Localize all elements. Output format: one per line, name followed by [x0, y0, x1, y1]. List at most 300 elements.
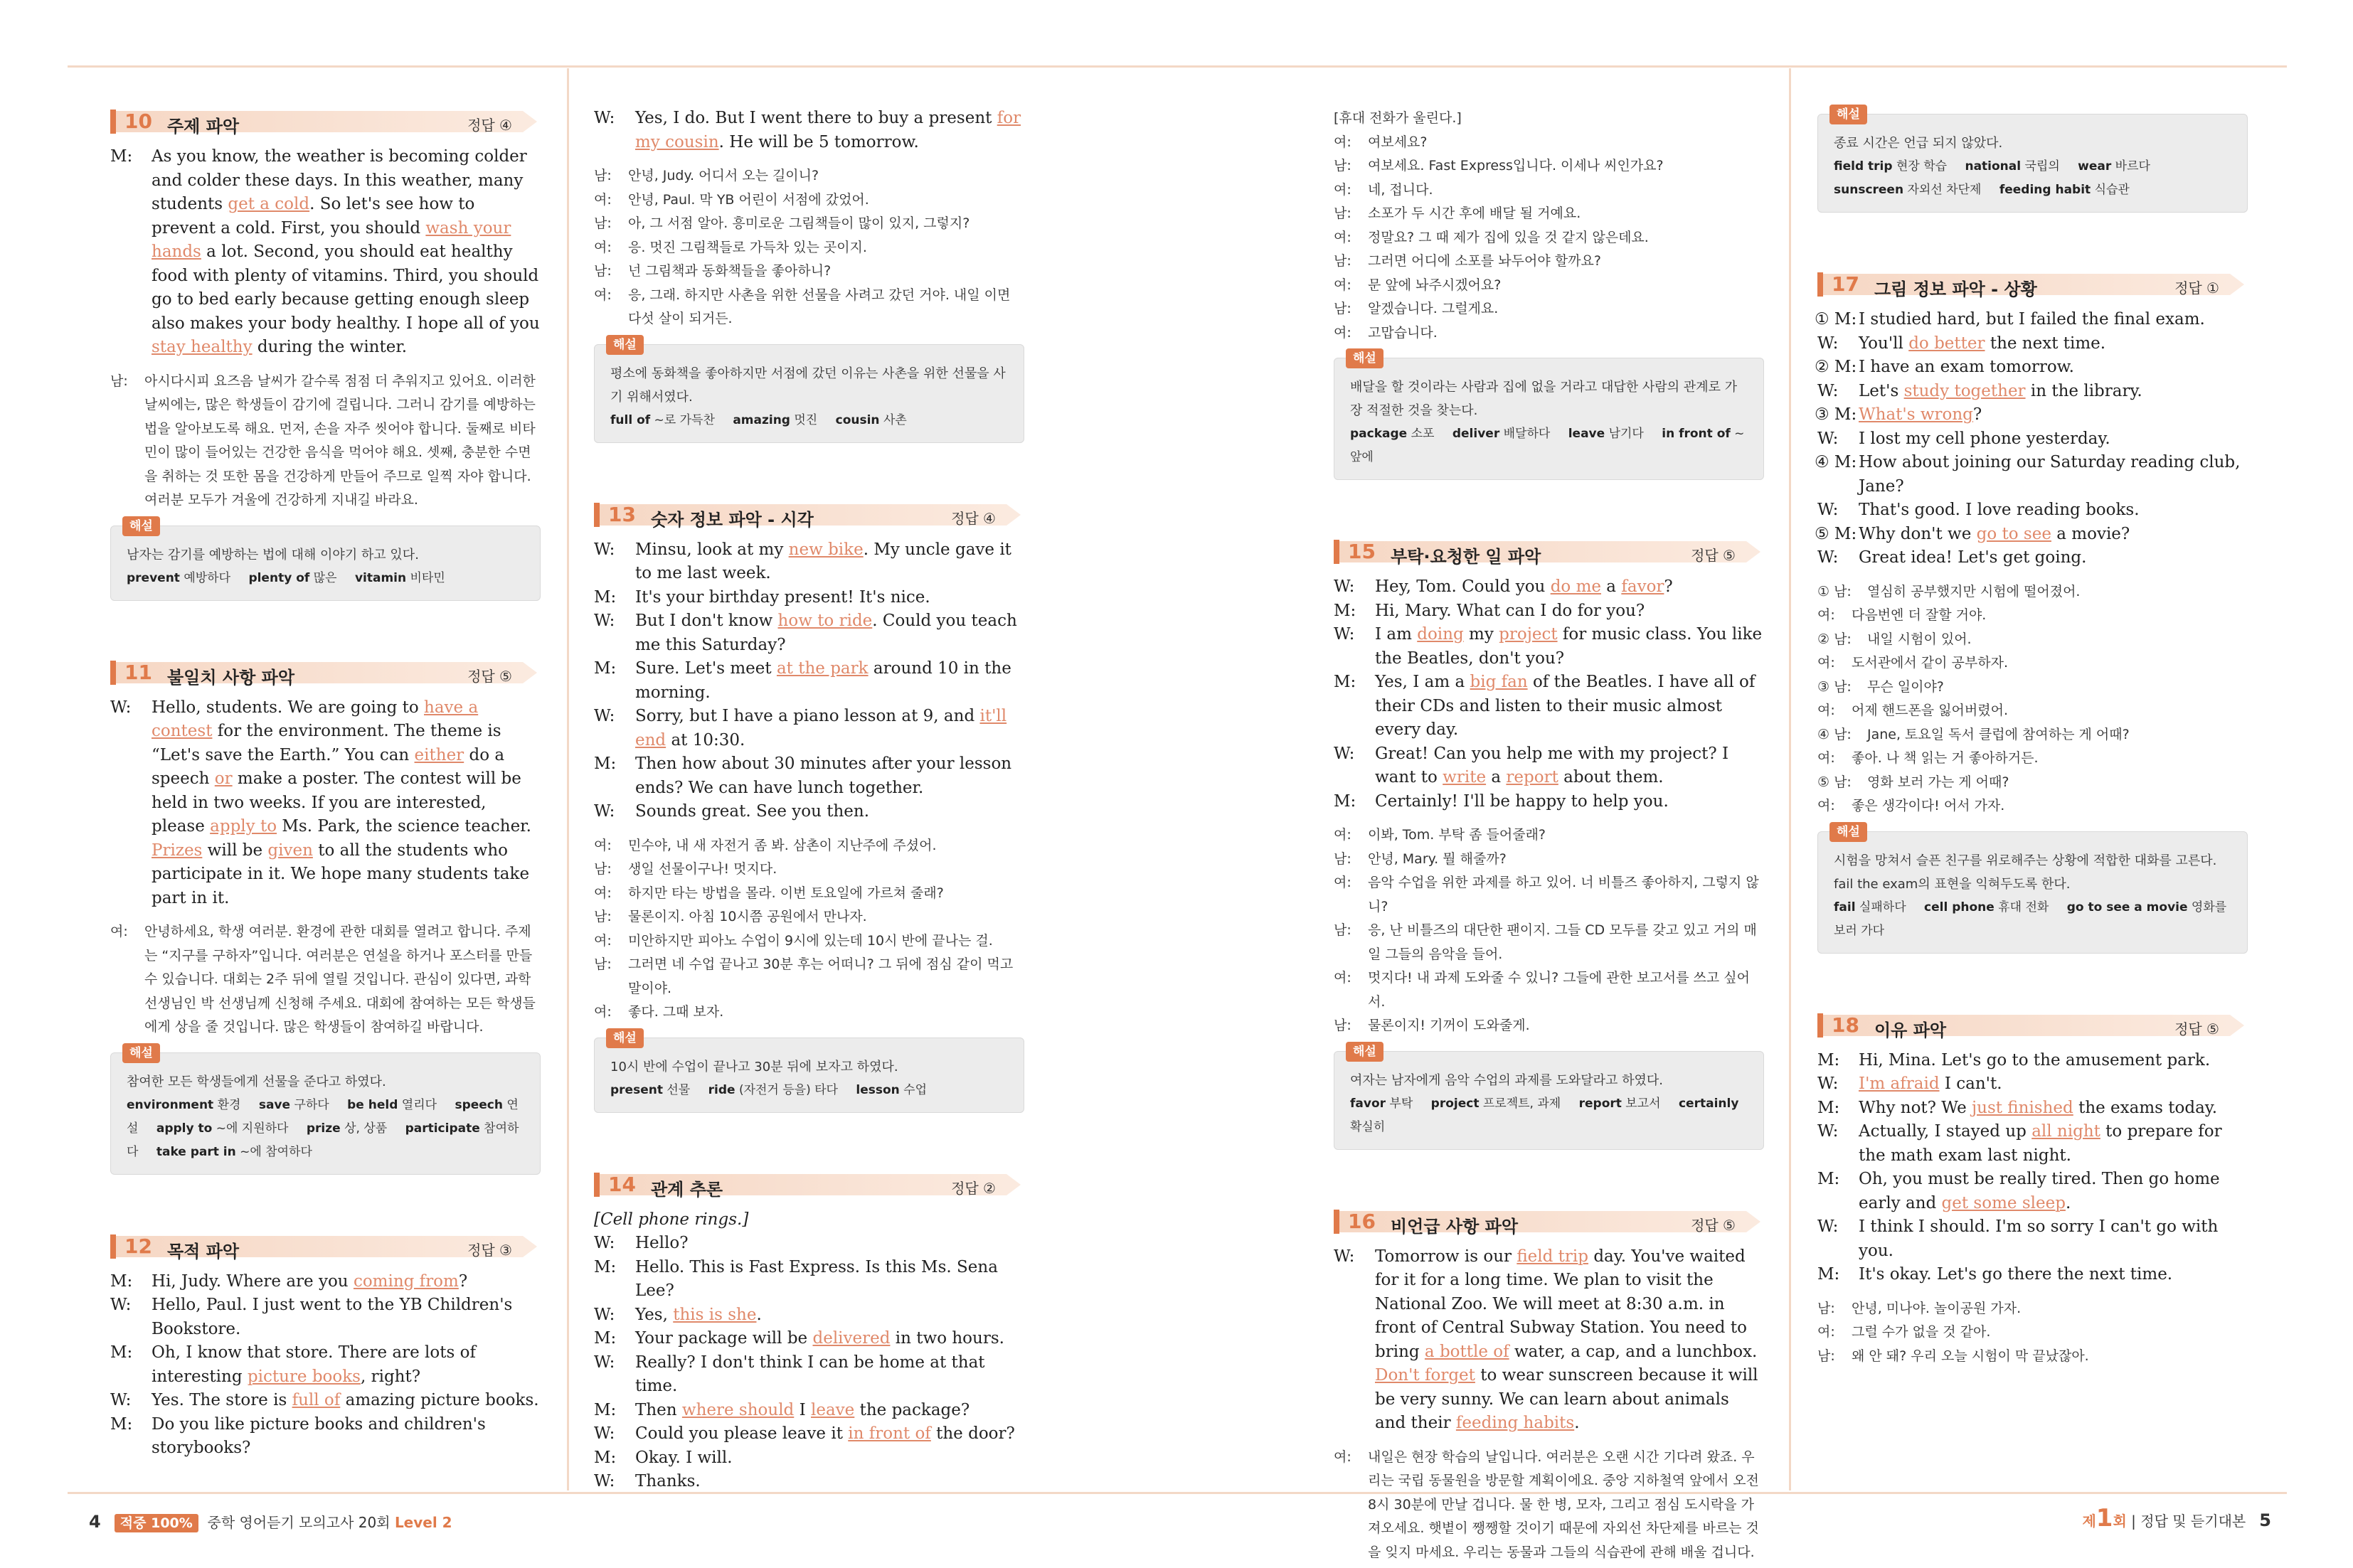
explanation-text: 종료 시간은 언급 되지 않았다. — [1834, 136, 2003, 151]
vocab-list — [610, 1079, 1008, 1102]
vocab-meaning: 영화를 보러 가다 — [1834, 900, 2227, 938]
speaker-label: M: — [110, 147, 133, 166]
speaker-label: M: — [594, 1257, 617, 1276]
key-phrase: given — [267, 841, 313, 860]
key-phrase: Prizes — [152, 841, 203, 860]
speaker-label: M: — [594, 659, 617, 678]
translation-text: 내일은 현장 학습의 날입니다. 여러분은 오랜 시간 기다려 왔죠. 우리는 국립 동물원을 방문할 계획이에요. 중앙 지하철역 앞에서 오전 8시 30분에 만날 겁니다. 물 한 병, 모자, 그리고 점심 도시락을 가져오세요. 햇볕이 쨍쨍할 것이기 때문에 자외선 차단제를 바르는 것을 잊지 마세요. 우리는 동물과 그들의 식습관에 관해 배울 겁니다. — [1368, 1449, 1759, 1560]
section-17 — [1817, 270, 2248, 954]
answer-label: 정답 ④ — [467, 117, 512, 134]
speaker-label: M: — [1817, 1050, 1840, 1070]
section-number: 11 — [124, 660, 152, 684]
footer-right — [2082, 1504, 2271, 1532]
speaker-label: 여: — [1817, 1324, 1835, 1340]
script-text: to wear sunscreen because it will be very sunny. We can learn about animals and their — [1375, 1366, 1758, 1432]
script-text: make a poster. The contest will be held in two weeks. If you are interested, please — [152, 769, 521, 836]
script-text: a — [1486, 768, 1507, 786]
speaker-label: W: — [594, 1305, 615, 1324]
vocab-item — [2078, 159, 2150, 174]
section-18 — [1817, 1010, 2248, 1369]
section-header — [594, 500, 1024, 528]
vocab-item — [1579, 1097, 1661, 1111]
translation-text: 무슨 일이야? — [1867, 678, 1944, 695]
vocab-item — [1350, 1097, 1413, 1111]
translation-line — [594, 164, 1024, 188]
script-text: to all the students who participate in it. We hope many students take part in it. — [152, 841, 530, 907]
answer-label: 정답 ⑤ — [1691, 1216, 1736, 1234]
vocab-word: wear — [2078, 159, 2112, 174]
vocab-word: package — [1350, 427, 1408, 441]
english-script — [1817, 1049, 2248, 1287]
script-line — [594, 657, 1024, 705]
script-text: water, a cap, and a lunchbox. — [1509, 1342, 1758, 1361]
script-text: Sure. Let's meet — [635, 659, 777, 678]
script-line — [594, 586, 1024, 610]
speaker-label: W: — [1817, 1122, 1839, 1141]
vocab-item — [259, 1098, 329, 1112]
translation-line — [1334, 131, 1764, 155]
speaker-label: W: — [1334, 744, 1355, 763]
vocab-word: plenty of — [248, 570, 310, 585]
key-phrase: stay healthy — [152, 338, 253, 356]
translation-text: 도서관에서 같이 공부하자. — [1852, 655, 2009, 671]
english-script — [594, 1232, 1024, 1494]
korean-translation — [1817, 1297, 2248, 1369]
speaker-label: W: — [1334, 577, 1355, 596]
speaker-label: 남: — [1334, 850, 1351, 867]
translation-line — [1817, 699, 2248, 723]
translation-text: 어제 핸드폰을 잃어버렸어. — [1852, 703, 2009, 718]
answer-label: 정답 ④ — [951, 509, 996, 527]
speaker-label: 남: — [1334, 158, 1351, 174]
section-title: 이유 파악 — [1874, 1020, 1947, 1040]
book-title: 중학 영어듣기 모의고사 20회 — [207, 1514, 391, 1531]
vocab-item — [1965, 159, 2059, 174]
section-12-continued — [594, 107, 1024, 443]
speaker-label: M: — [1334, 601, 1356, 620]
key-phrase: study together — [1903, 381, 2026, 400]
translation-text: 생일 선물이구나! 멋지다. — [628, 861, 777, 877]
translation-line — [1334, 154, 1764, 178]
speaker-label: 남: — [1334, 301, 1351, 316]
section-header — [110, 1232, 541, 1260]
vocab-word: go to see a movie — [2066, 900, 2188, 914]
section-12 — [110, 1232, 541, 1461]
script-text: I think I should. I'm so sorry I can't go with you. — [1859, 1217, 2219, 1260]
translation-line — [1334, 871, 1764, 919]
speaker-label: 남: — [1334, 922, 1351, 938]
english-script — [1334, 1245, 1764, 1436]
answer-key-title: | 정답 및 듣기대본 — [2131, 1513, 2246, 1530]
speaker-label: 여: — [1334, 827, 1351, 843]
translation-text: 영화 보러 가는 게 어때? — [1867, 774, 2009, 790]
section-header — [1817, 1010, 2248, 1039]
vocab-item — [248, 571, 336, 585]
translation-text: 미안하지만 피아노 수업이 9시에 있는데 10시 반에 끝나는 걸. — [628, 932, 993, 949]
translation-line — [594, 929, 1024, 954]
key-phrase: all night — [2031, 1122, 2100, 1141]
english-script — [110, 145, 541, 360]
vocab-meaning: ~앞에 — [1350, 427, 1745, 464]
translation-text: 정말요? 그 때 제가 집에 있을 것 같지 않은데요. — [1368, 229, 1649, 245]
speaker-label: M: — [1334, 791, 1356, 811]
translation-line — [594, 188, 1024, 213]
translation-text: 멋지다! 내 과제 도와줄 수 있니? 그들에 관한 보고서를 쓰고 싶어서. — [1368, 970, 1750, 1010]
translation-text: 물론이지! 기꺼이 도와줄게. — [1368, 1018, 1530, 1033]
translation-line — [1817, 580, 2248, 604]
speaker-label: W: — [594, 1472, 615, 1490]
vocab-item — [1568, 427, 1644, 441]
vocab-item — [708, 1083, 838, 1097]
vocab-list — [127, 567, 524, 590]
script-text: Tomorrow is our — [1375, 1247, 1517, 1266]
vocab-word: leave — [1568, 427, 1605, 441]
section-14 — [594, 1170, 1024, 1494]
translation-line — [1334, 178, 1764, 203]
speaker-label: W: — [1817, 381, 1839, 400]
english-script — [594, 538, 1024, 824]
section-14-continued — [1334, 107, 1764, 480]
script-text: Okay. I will. — [635, 1448, 733, 1467]
vocab-word: sunscreen — [1834, 183, 1904, 197]
korean-stage-direction: [휴대 전화가 울린다.] — [1334, 110, 1462, 126]
speaker-label: W: — [110, 1391, 132, 1409]
script-text: in the library. — [2025, 381, 2142, 400]
translation-line — [1334, 966, 1764, 1014]
vocab-list — [1834, 155, 2231, 202]
translation-text: Jane, 토요일 독서 클럽에 참여하는 게 어때? — [1867, 726, 2130, 742]
korean-translation — [1334, 823, 1764, 1038]
speaker-label: W: — [594, 612, 615, 630]
script-line — [1817, 427, 2248, 452]
vocab-word: prevent — [127, 570, 180, 585]
vocab-item — [127, 571, 230, 585]
translation-text: 아, 그 서점 알아. 흥미로운 그림책들이 많이 있지, 그렇지? — [628, 215, 970, 231]
key-phrase: do better — [1908, 334, 1985, 353]
translation-line — [1334, 226, 1764, 250]
korean-translation — [110, 920, 541, 1040]
translation-text: 음악 수업을 위한 과제를 하고 있어. 너 비틀즈 좋아하지, 그렇지 않니? — [1368, 875, 1759, 914]
vocab-word: report — [1578, 1096, 1622, 1111]
vocab-meaning: 식습관 — [2091, 183, 2130, 197]
explanation-tag: 해설 — [1346, 348, 1383, 368]
key-phrase: new bike — [788, 540, 864, 559]
section-16 — [1334, 1207, 1764, 1565]
key-phrase: it'll end — [635, 707, 1007, 750]
translation-line — [594, 212, 1024, 236]
vocab-word: feeding habit — [1999, 183, 2091, 197]
key-phrase: in front of — [848, 1424, 931, 1443]
page-number: 5 — [2259, 1510, 2271, 1530]
speaker-label: M: — [594, 1329, 617, 1348]
script-text: in two hours. — [890, 1329, 1004, 1348]
translation-line — [1817, 794, 2248, 818]
vocab-word: ride — [708, 1082, 735, 1097]
explanation-tag: 해설 — [606, 335, 644, 355]
script-text: will be — [202, 841, 268, 860]
key-phrase: apply to — [210, 817, 277, 836]
vocab-word: field trip — [1834, 159, 1893, 174]
script-text: amazing picture books. — [340, 1391, 539, 1409]
key-phrase: full of — [292, 1391, 341, 1409]
explanation-tag: 해설 — [606, 1028, 644, 1048]
speaker-label: ① 남: — [1817, 583, 1852, 599]
script-line — [1334, 1245, 1764, 1436]
vocab-meaning: 프로젝트, 과제 — [1479, 1096, 1561, 1111]
script-text: Ms. Park, the science teacher. — [277, 817, 531, 836]
speaker-label: 남: — [594, 909, 612, 924]
key-phrase: wash your hands — [152, 218, 511, 261]
speaker-label: ⑤ 남: — [1817, 774, 1852, 790]
script-text: As you know, the weather is becoming colder and colder these days. In this weather, many students — [152, 147, 527, 213]
speaker-label: W: — [1817, 1074, 1839, 1093]
speaker-label: 여: — [594, 885, 612, 901]
key-phrase: at the park — [776, 659, 869, 678]
script-line — [1817, 380, 2248, 404]
translation-line — [1817, 771, 2248, 795]
script-text: . Could you teach me this Saturday? — [635, 612, 1017, 654]
script-text: It's okay. Let's go there the next time. — [1859, 1265, 2173, 1284]
speaker-label: W: — [1817, 429, 1839, 448]
script-text: I have an exam tomorrow. — [1859, 358, 2074, 376]
translation-line — [1334, 1446, 1764, 1565]
vocab-item — [347, 1098, 437, 1112]
explanation-tag: 해설 — [1346, 1042, 1383, 1062]
translation-line — [110, 920, 541, 1040]
section-title: 관계 추론 — [651, 1179, 723, 1200]
script-text: Sorry, but I have a piano lesson at 9, and — [635, 707, 980, 725]
column-3 — [1334, 107, 1764, 1564]
key-phrase: feeding habits — [1455, 1414, 1575, 1432]
script-line — [110, 1270, 541, 1294]
speaker-label: W: — [594, 1353, 615, 1372]
translation-text: 네, 접니다. — [1368, 181, 1433, 198]
translation-text: 내일 시험이 있어. — [1867, 631, 1972, 647]
speaker-label: W: — [594, 540, 615, 559]
script-text: Great idea! Let's get going. — [1859, 548, 2087, 567]
explanation-box — [110, 1045, 541, 1175]
key-phrase: get a cold — [228, 195, 310, 213]
script-text: the package? — [854, 1400, 970, 1419]
vocab-meaning: 예방하다 — [179, 570, 231, 585]
vocab-list — [1834, 896, 2231, 943]
script-line — [1817, 403, 2248, 427]
top-rule — [68, 65, 2287, 68]
script-line — [1817, 1120, 2248, 1168]
round-number: 1 — [2096, 1504, 2113, 1532]
speaker-label: M: — [110, 1271, 133, 1291]
speaker-label: 남: — [1817, 1348, 1835, 1364]
vocab-item — [1834, 900, 1906, 914]
vocab-word: environment — [127, 1097, 214, 1112]
key-phrase: go to see — [1976, 524, 2051, 543]
key-phrase: delivered — [812, 1329, 891, 1348]
script-text: I can't. — [1939, 1074, 2002, 1093]
script-text: . So let's see how to prevent a cold. First, you should — [152, 195, 475, 238]
translation-text: 아시다시피 요즈음 날씨가 갈수록 점점 더 추워지고 있어요. 이러한 날씨에는, 많은 학생들이 감기에 걸립니다. 그러니 감기를 예방하는 법을 알아보도록 해요. 먼저, 손을 자주 씻어야 합니다. 둘째로 비타민이 많이 들어있는 건강한 음식을 먹어야 해요. 셋째, 충분한 수면을 취하는 것 또한 몸을 건강하게 만들어 주므로 일찍 자야 합니다. 여러분 모두가 겨울에 건강하게 지내길 바라요. — [144, 373, 536, 508]
speaker-label: 여: — [594, 191, 612, 208]
explanation-box — [594, 1030, 1024, 1113]
script-line — [594, 1399, 1024, 1423]
script-text: my — [1463, 625, 1499, 644]
key-phrase: have a contest — [152, 698, 479, 740]
section-number: 14 — [608, 1172, 636, 1196]
key-phrase: report — [1506, 768, 1558, 786]
script-line — [1817, 1097, 2248, 1121]
vocab-meaning: 선물 — [662, 1082, 691, 1097]
translation-text: 하지만 타는 방법을 몰라. 이번 토요일에 가르쳐 줄래? — [628, 885, 944, 901]
key-phrase: I'm afraid — [1859, 1074, 1940, 1093]
translation-text: 안녕하세요, 학생 여러분. 환경에 관한 대회를 열려고 합니다. 주제는 “지구를 구하자”입니다. 여러분은 연설을 하거나 포스터를 만들 수 있습니다. 대회는 2주 뒤에 열릴 것입니다. 관심이 있다면, 과학 선생님인 박 선생님께 신청해 주세요. 대회에 참여하는 모든 학생들에게 상을 줄 것입니다. 많은 학생들이 참여하길 바랍니다. — [144, 924, 536, 1035]
speaker-label: 여: — [110, 924, 128, 939]
speaker-label: 남: — [1334, 253, 1351, 269]
speaker-label: 여: — [594, 932, 612, 949]
vocab-meaning: 자외선 차단제 — [1903, 183, 1982, 197]
script-text: ? — [1664, 577, 1673, 596]
speaker-label: 여: — [594, 287, 612, 303]
speaker-label: M: — [1817, 1265, 1840, 1284]
explanation-box — [1334, 1044, 1764, 1150]
vocab-word: in front of — [1662, 427, 1731, 441]
vocab-word: fail — [1834, 900, 1856, 914]
translation-line — [594, 260, 1024, 284]
speaker-label: M: — [594, 1448, 617, 1467]
key-phrase: do me — [1550, 577, 1601, 596]
vocab-list — [610, 409, 1008, 432]
column-divider — [1789, 68, 1791, 1490]
key-phrase: picture books — [247, 1367, 361, 1386]
vocab-item — [610, 413, 715, 427]
translation-line — [1334, 297, 1764, 321]
script-text: the door? — [930, 1424, 1015, 1443]
vocab-item — [1924, 900, 2049, 914]
vocab-meaning: 연설 — [127, 1097, 519, 1136]
stage-direction: [Cell phone rings.] — [594, 1210, 749, 1229]
section-number: 17 — [1832, 272, 1859, 296]
translation-line — [1817, 1345, 2248, 1369]
translation-text: 응. 멋진 그림책들로 가득차 있는 곳이지. — [628, 239, 867, 255]
translation-text: 물론이지. 아침 10시쯤 공원에서 만나자. — [628, 909, 867, 924]
speaker-label: 여: — [1817, 703, 1835, 718]
vocab-meaning: 멋진 — [790, 412, 818, 427]
speaker-label: W: — [110, 1296, 132, 1314]
translation-text: 알겠습니다. 그럴게요. — [1368, 301, 1499, 316]
script-line — [1817, 332, 2248, 356]
vocab-meaning: 국립의 — [2021, 159, 2060, 174]
section-title: 목적 파악 — [167, 1241, 240, 1262]
answer-label: 정답 ⑤ — [467, 667, 512, 685]
script-text: Great! Can you help me with my project? I want to — [1375, 744, 1729, 786]
key-phrase: big fan — [1470, 673, 1528, 691]
script-line — [1817, 356, 2248, 380]
script-text: ? — [1972, 405, 1982, 424]
column-1 — [110, 107, 541, 1461]
vocab-word: national — [1965, 159, 2022, 174]
round-prefix: 제 — [2082, 1513, 2096, 1530]
script-text: to prepare for the math exam last night. — [1859, 1122, 2222, 1165]
vocab-meaning: ~에 참여하다 — [235, 1144, 312, 1159]
script-line — [1817, 1049, 2248, 1073]
speaker-label: M: — [1817, 1098, 1840, 1117]
speaker-label: W: — [1334, 625, 1355, 644]
translation-text: 그럴 수가 없을 것 같아. — [1852, 1324, 1991, 1340]
korean-translation — [1334, 1446, 1764, 1565]
speaker-label: W: — [594, 1424, 615, 1443]
script-text: I — [794, 1400, 811, 1419]
section-title: 부탁·요청한 일 파악 — [1391, 547, 1541, 567]
script-text: Hello, students. We are going to — [152, 698, 425, 717]
script-text: But I don't know — [635, 612, 778, 630]
vocab-meaning: (자전거 등을) 타다 — [735, 1082, 838, 1097]
vocab-word: lesson — [856, 1082, 900, 1097]
script-text: Hi, Mina. Let's go to the amusement park. — [1859, 1050, 2211, 1070]
speaker-label: ③ 남: — [1817, 678, 1852, 695]
translation-line — [1334, 1014, 1764, 1038]
key-phrase: field trip — [1517, 1247, 1589, 1266]
script-text: How about joining our Saturday reading club, Jane? — [1859, 453, 2241, 496]
translation-text: 여보세요. Fast Express입니다. 이세나 씨인가요? — [1368, 158, 1664, 174]
column-divider — [567, 68, 569, 1490]
script-text: a movie? — [2051, 524, 2130, 543]
script-line — [594, 1470, 1024, 1494]
section-number: 15 — [1348, 540, 1376, 563]
answer-label: 정답 ② — [951, 1179, 996, 1197]
vocab-meaning: 수업 — [899, 1082, 928, 1097]
round-suffix: 회 — [2113, 1513, 2127, 1530]
speaker-label: W: — [1817, 548, 1839, 567]
section-number: 12 — [124, 1234, 152, 1258]
explanation-text: 시험을 망쳐서 슬픈 친구를 위로해주는 상황에 적합한 대화를 고른다. fail the exam의 표현을 익혀두도록 한다. — [1834, 853, 2217, 892]
answer-label: 정답 ③ — [467, 1241, 512, 1259]
translation-text: 안녕, Judy. 어디서 오는 길이니? — [628, 168, 819, 183]
speaker-label: 여: — [1334, 970, 1351, 986]
explanation-box — [1817, 107, 2248, 213]
explanation-box — [1817, 824, 2248, 954]
key-phrase: either — [414, 745, 464, 764]
vocab-meaning: 상, 상품 — [340, 1121, 388, 1136]
vocab-list — [1350, 422, 1748, 469]
script-line — [1817, 1215, 2248, 1263]
script-text: Do you like picture books and children's storybooks? — [152, 1414, 486, 1457]
translation-text: 다음번엔 더 잘할 거야. — [1852, 607, 1987, 623]
script-text: Oh, you must be really tired. Then go home early and — [1859, 1170, 2220, 1212]
translation-line — [1334, 823, 1764, 848]
english-script — [1334, 575, 1764, 814]
speaker-label: 여: — [1817, 798, 1835, 814]
key-phrase: or — [214, 769, 233, 788]
vocab-item — [355, 571, 445, 585]
section-title: 비언급 사항 파악 — [1391, 1216, 1518, 1237]
script-line — [1817, 1072, 2248, 1097]
vocab-word: apply to — [156, 1121, 213, 1136]
script-text: Actually, I stayed up — [1859, 1122, 2032, 1141]
vocab-item — [610, 1083, 690, 1097]
section-header — [110, 658, 541, 686]
vocab-meaning: 열리다 — [398, 1097, 437, 1112]
key-phrase: for my cousin — [635, 109, 1021, 151]
translation-text: 응, 난 비틀즈의 대단한 팬이지. 그들 CD 모두를 갖고 있고 거의 매일 그들의 음악을 들어. — [1368, 922, 1757, 962]
section-13 — [594, 500, 1024, 1113]
vocab-word: amazing — [733, 412, 790, 427]
vocab-word: be held — [347, 1097, 398, 1112]
script-text: . — [1574, 1414, 1580, 1432]
korean-translation — [594, 164, 1024, 331]
key-phrase: Don't forget — [1375, 1366, 1475, 1385]
explanation-tag: 해설 — [122, 1043, 160, 1063]
translation-line — [594, 236, 1024, 260]
translation-text: 안녕, 미나야. 놀이공원 가자. — [1852, 1300, 2022, 1316]
translation-text: 좋아. 나 책 읽는 거 좋아하거든. — [1852, 750, 2039, 766]
